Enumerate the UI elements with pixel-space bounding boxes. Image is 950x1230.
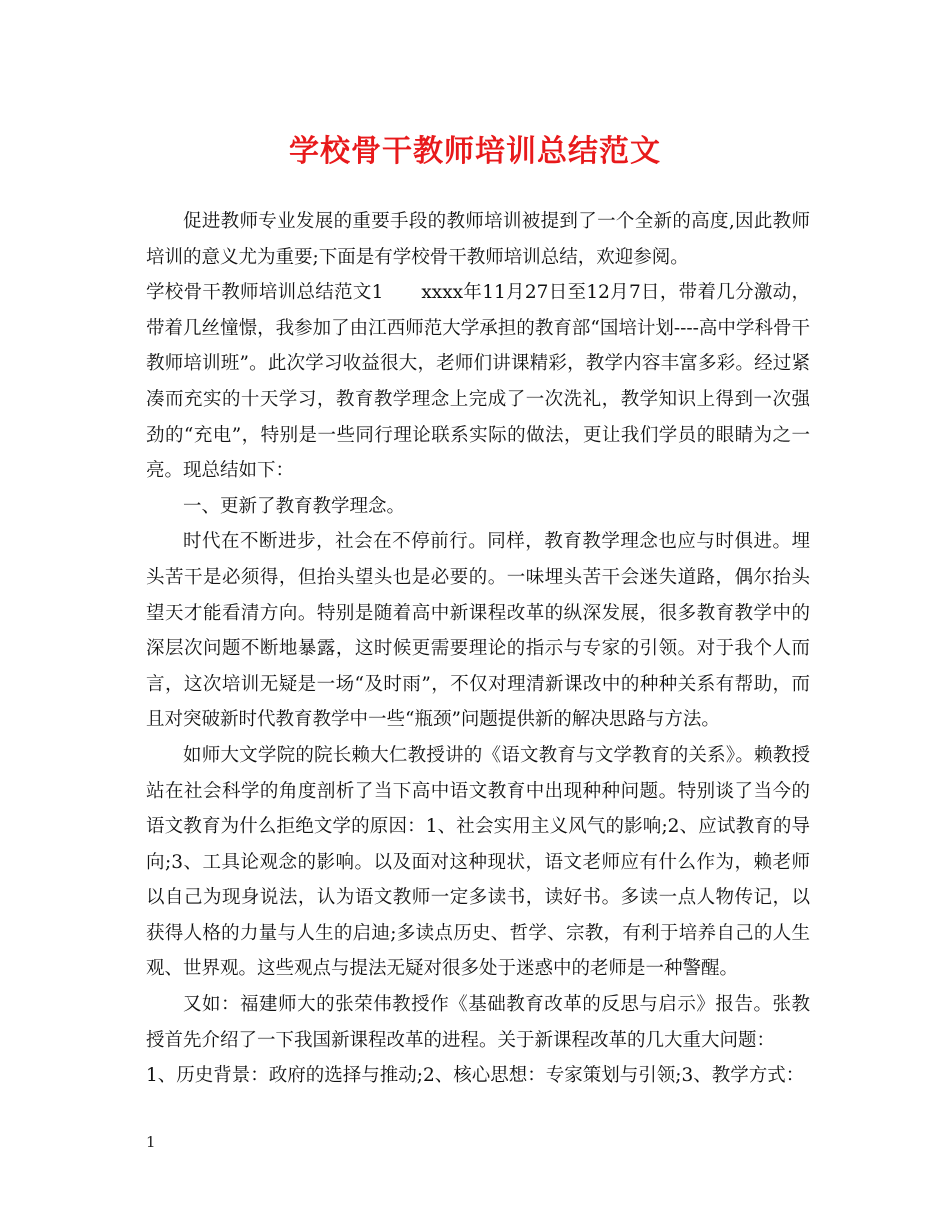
paragraph-sample-opening: 学校骨干教师培训总结范文1 xxxx年11月27日至12月7日，带着几分激动，带着几丝憧憬，我参加了由江西师范大学承担的教育部“国培计划----高中学科骨干教师培训班”。此次学习收益很大，老师们讲课精彩，教学内容丰富多彩。经过紧凑而充实的十天学习，教育教学理念上完成了一次洗礼，教学知识上得到一次强劲的“充电”，特别是一些同行理论联系实际的做法，更让我们学员的眼睛为之一亮。现总结如下： bbox=[146, 282, 810, 482]
paragraph-intro: 促进教师专业发展的重要手段的教师培训被提到了一个全新的高度,因此教师培训的意义尤为重要;下面是有学校骨干教师培训总结，欢迎参阅。 bbox=[146, 211, 810, 268]
paragraph-example-zhang: 又如：福建师大的张荣伟教授作《基础教育改革的反思与启示》报告。张教授首先介绍了一下我国新课程改革的进程。关于新课程改革的几大重大问题： bbox=[146, 994, 810, 1051]
section-heading-1: 一、更新了教育教学理念。 bbox=[183, 495, 406, 517]
paragraph-reform-list: 1、历史背景：政府的选择与推动;2、核心思想：专家策划与引领;3、教学方式： bbox=[146, 1065, 805, 1087]
paragraph-times: 时代在不断进步，社会在不停前行。同样，教育教学理念也应与时俱进。埋头苦干是必须得，但抬头望头也是必要的。一味埋头苦干会迷失道路，偶尔抬头望天才能看清方向。特别是随着高中新课程改革的纵深发展，很多教育教学中的深层次问题不断地暴露，这时候更需要理论的指示与专家的引领。对于我个人而言，这次培训无疑是一场“及时雨”，不仅对理清新课改中的种种关系有帮助，而且对突破新时代教育教学中一些“瓶颈”问题提供新的解决思路与方法。 bbox=[146, 531, 810, 731]
paragraph-example-lai: 如师大文学院的院长赖大仁教授讲的《语文教育与文学教育的关系》。赖教授站在社会科学的角度剖析了当下高中语文教育中出现种种问题。特别谈了当今的语文教育为什么拒绝文学的原因：1、社会实用主义风气的影响;2、应试教育的导向;3、工具论观念的影响。以及面对这种现状，语文老师应有什么作为，赖老师以自己为现身说法，认为语文教师一定多读书，读好书。多读一点人物传记，以获得人格的力量与人生的启迪;多读点历史、哲学、宗教，有利于培养自己的人生观、世界观。这些观点与提法无疑对很多处于迷惑中的老师是一种警醒。 bbox=[146, 744, 810, 980]
page-number: 1 bbox=[146, 1133, 156, 1151]
document-body bbox=[146, 204, 810, 1094]
document-title: 学校骨干教师培训总结范文 bbox=[289, 134, 661, 169]
